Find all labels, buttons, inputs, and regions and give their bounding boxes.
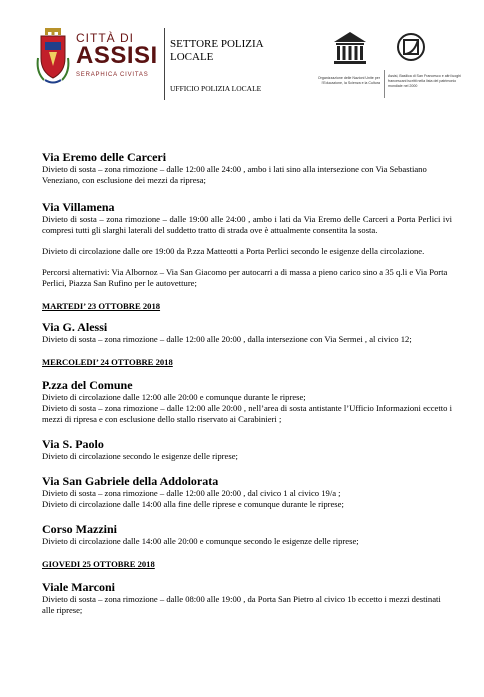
paragraph: Divieto di circolazione dalle 12:00 alle 20:00 e comunque durante le riprese; [42,392,306,402]
street-heading: Via G. Alessi [42,320,108,334]
street-heading: Via Villamena [42,200,115,214]
sector-title: SETTORE POLIZIA LOCALE [170,38,263,63]
header-divider [164,28,165,100]
street-heading: Via San Gabriele della Addolorata [42,474,219,488]
day-heading: MARTEDI’ 23 OTTOBRE 2018 [42,301,161,311]
paragraph: Divieto di circolazione dalle 14:00 alla fine delle riprese e comunque durante le riprese; [42,499,344,509]
office-title: UFFICIO POLIZIA LOCALE [170,84,262,93]
unesco-org-text: Organizzazione delle Nazioni Unite per l’Educazione, la Scienza e la Cultura [317,76,380,85]
paragraph: Divieto di sosta – zona rimozione – dalle 12:00 alle 20:00 , dalla intersezione con Via Sermei , al civico 12; [42,334,412,344]
ordinance-body [42,150,452,616]
street-heading: Via S. Paolo [42,437,104,451]
city-prefix: CITTÀ DI [76,31,134,45]
world-heritage-emblem-icon [396,32,426,62]
city-name: ASSISI [76,42,158,69]
street-heading: P.zza del Comune [42,378,133,392]
street-heading: Viale Marconi [42,580,115,594]
paragraph: Divieto di circolazione dalle ore 19:00 da P.zza Matteotti a Porta Perlici secondo le esigenze della circolazione. [42,246,425,256]
paragraph: Percorsi alternativi: Via Albornoz – Via San Giacomo per autocarri a di massa a pieno carico sino a 35 q.li e Via Porta Perlici, Piazza San Rufino per le autovetture; [42,267,448,288]
paragraph: Divieto di sosta – zona rimozione – dalle 08:00 alle 19:00 , da Porta San Pietro al civico 1b eccetto i mezzi destinati alle riprese; [42,594,441,615]
day-heading: GIOVEDI 25 OTTOBRE 2018 [42,559,155,569]
city-crest-icon [36,28,70,86]
paragraph: Divieto di sosta – zona rimozione – dalle 12:00 alle 20:00 , nell’area di sosta antistante l’Ufficio Informazioni eccetto i mezzi di ripresa e con esclusione dello stallo riservato ai Carabinieri ; [42,403,452,424]
day-heading: MERCOLEDI’ 24 OTTOBRE 2018 [42,357,173,367]
street-heading: Via Eremo delle Carceri [42,150,167,164]
unesco-site-text: Assisi, Basilica di San Francesco e altri luoghi francescani iscritti nella lista del patrimonio mondiale nel 2000 [388,74,462,88]
city-motto: SERAPHICA CIVITAS [76,72,149,78]
street-heading: Corso Mazzini [42,522,117,536]
paragraph: Divieto di sosta – zona rimozione – dalle 12:00 alle 20:00 , dal civico 1 al civico 19/a ; [42,488,341,498]
unesco-temple-icon [330,30,370,66]
paragraph: Divieto di circolazione dalle 14:00 alle 20:00 e comunque secondo le esigenze delle riprese; [42,536,359,546]
letterhead [30,22,460,114]
unesco-divider [384,70,385,98]
paragraph: Divieto di sosta – zona rimozione – dalle 12:00 alle 24:00 , ambo i lati sino alla intersezione con Via Sebastiano Veneziano, con esclusione dei mezzi da ripresa; [42,164,427,185]
unesco-logo [316,28,466,106]
paragraph: Divieto di circolazione secondo le esigenze delle riprese; [42,451,238,461]
paragraph: Divieto di sosta – zona rimozione – dalle 19:00 alle 24:00 , ambo i lati da Via Eremo delle Carceri a Porta Perlici ivi compresi tutti gli slarghi laterali del suddetto tratto di strada ove è attualmente consentita la sosta. [42,214,452,235]
